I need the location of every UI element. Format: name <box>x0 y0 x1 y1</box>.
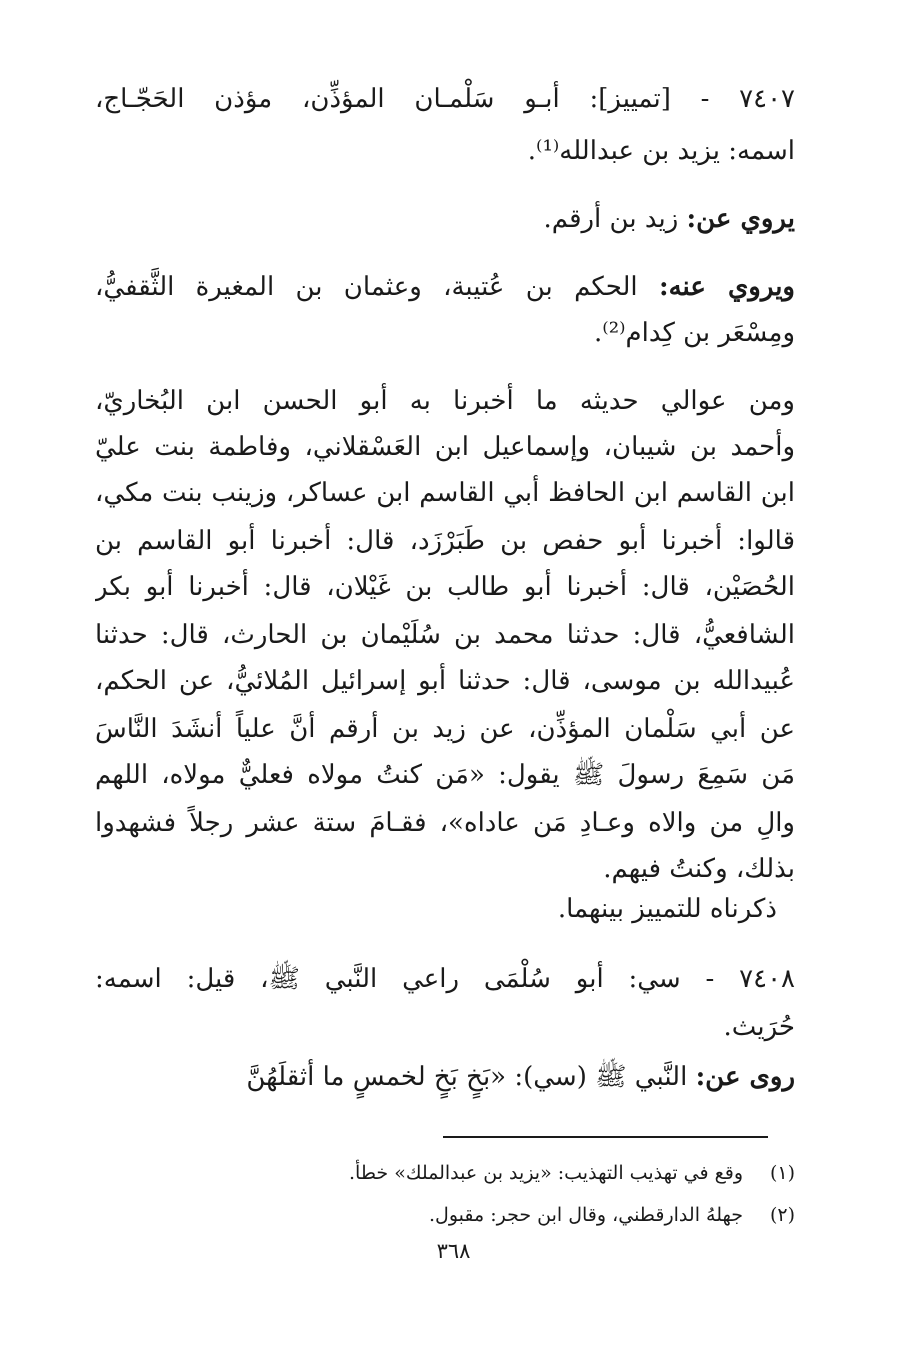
narrated-by-text-first: الحكم بن عُتيبة، وعثمان بن المغيرة الثَّقفيُّ، <box>95 272 638 302</box>
narrates-from <box>95 198 795 242</box>
footnote-2-text: جهلهُ الدارقطني، وقال ابن حجر: مقبول. <box>428 1204 743 1226</box>
narrated-from-7408-label: روى عن: <box>695 1062 795 1092</box>
footnote-1-text: وقع في تهذيب التهذيب: «يزيد بن عبدالملك» خطأ. <box>349 1162 743 1184</box>
narrated-by-line-1 <box>95 266 795 310</box>
narrates-from-text: زيد بن أرقم. <box>543 204 679 234</box>
entry-7407-line-1: ٧٤٠٧ - [تمييز]: أبـو سَلْمـان المؤذِّن، مؤذن الحَجّـاج، <box>95 84 795 114</box>
footnote-separator <box>443 1136 768 1138</box>
page-number: ٣٦٨ <box>436 1239 471 1263</box>
footnote-2 <box>115 1200 795 1230</box>
footnote-2-number: (٢) <box>769 1204 795 1226</box>
hadith-line-6: الشافعيُّ، قال: حدثنا محمد بن سُلَيْمان بن الحارث، قال: حدثنا <box>95 620 795 650</box>
hadith-line-5: الحُصَيْن، قال: أخبرنا أبو طالب بن غَيْلان، قال: أخبرنا أبو بكر <box>95 572 795 602</box>
entry-7407-line-2: اسمه: يزيد بن عبدالله⁽¹⁾. <box>527 136 795 166</box>
hadith-line-10: والِ من والاه وعـادِ مَن عاداه»، فقـامَ ستة عشر رجلاً فشهدوا <box>95 808 795 838</box>
narrated-by-line-2: ومِسْعَر بن كِدام⁽²⁾. <box>594 318 795 348</box>
hadith-line-7: عُبيدالله بن موسى، قال: حدثنا أبو إسرائيل المُلائيُّ، عن الحكم، <box>95 666 795 696</box>
hadith-line-1: ومن عوالي حديثه ما أخبرنا به أبو الحسن ابن البُخاريّ، <box>95 386 795 416</box>
narrated-by-label: ويروي عنه: <box>658 272 795 302</box>
hadith-line-2: وأحمد بن شيبان، وإسماعيل ابن العَسْقلاني، وفاطمة بنت عليّ <box>95 432 795 462</box>
hadith-line-4: قالوا: أخبرنا أبو حفص بن طَبَرْزَد، قال: أخبرنا أبو القاسم بن <box>95 526 795 556</box>
hadith-line-8: عن أبي سَلْمان المؤذِّن، عن زيد بن أرقم أنَّ علياً أنشَدَ النَّاسَ <box>95 714 795 744</box>
narrated-from-7408 <box>95 1056 795 1100</box>
hadith-note: ذكرناه للتمييز بينهما. <box>557 894 777 924</box>
footnote-1 <box>115 1158 795 1188</box>
footnote-1-number: (١) <box>769 1162 795 1184</box>
hadith-line-9: مَن سَمِعَ رسولَ ﷺ يقول: «مَن كنتُ مولاه فعليٌّ مولاه، اللهم <box>95 760 795 790</box>
hadith-line-11: بذلك، وكنتُ فيهم. <box>603 854 795 884</box>
entry-7408-line-1: ٧٤٠٨ - سي: أبو سُلْمَى راعي النَّبي ﷺ، قيل: اسمه: <box>95 964 795 994</box>
hadith-line-3: ابن القاسم ابن الحافظ أبي القاسم ابن عساكر، وزينب بنت مكي، <box>95 478 795 508</box>
narrated-from-7408-text: النَّبي ﷺ (سي): «بَخٍ بَخٍ لخمسٍ ما أثقلَهُنَّ <box>246 1062 688 1092</box>
narrates-from-label: يروي عن: <box>686 204 795 234</box>
entry-7408-line-2: حُرَيث. <box>723 1012 795 1042</box>
